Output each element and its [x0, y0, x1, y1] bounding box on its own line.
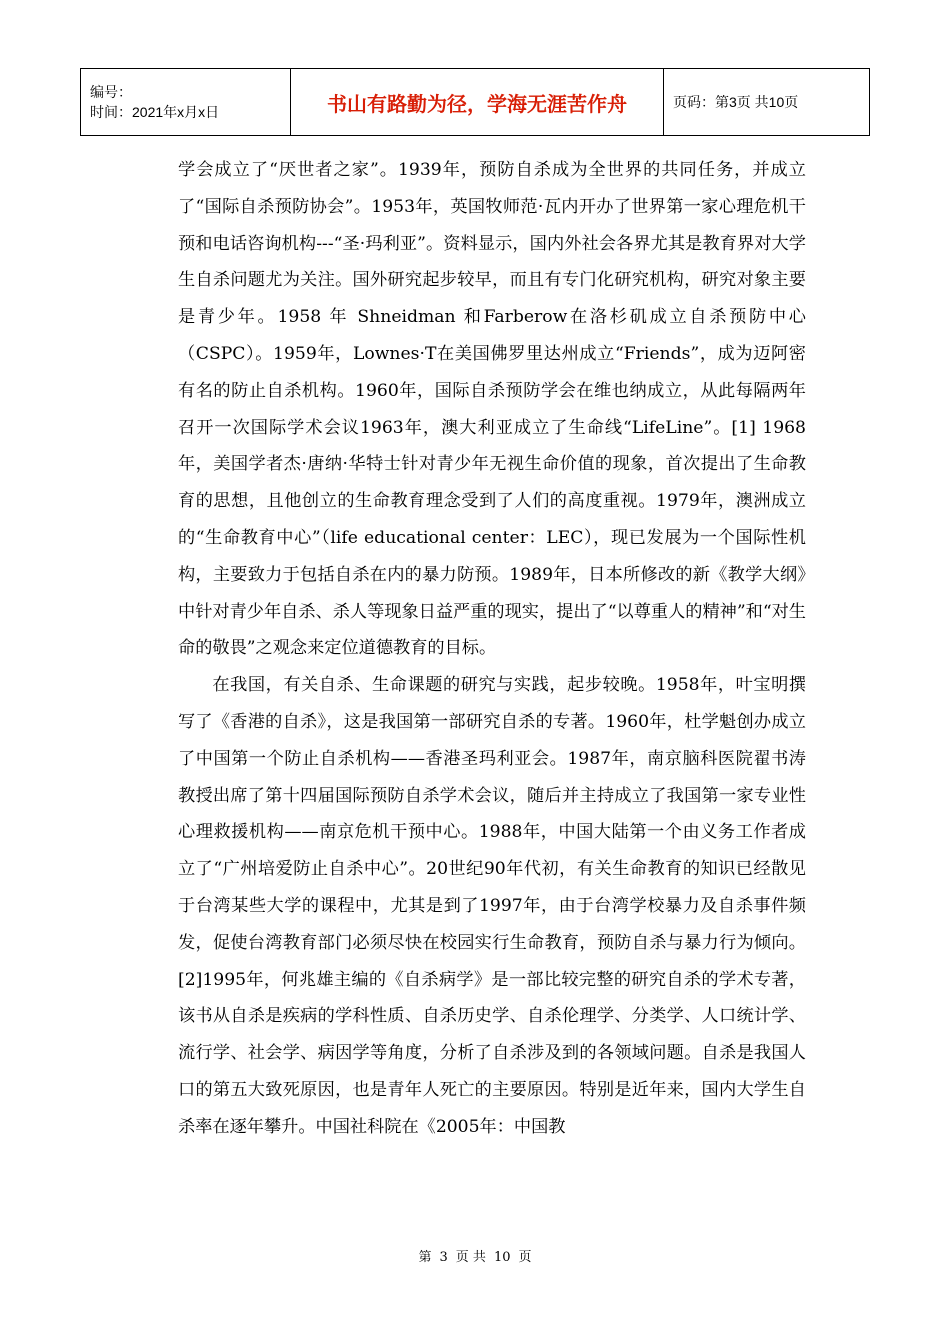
document-body	[178, 152, 806, 1146]
header-meta	[81, 69, 291, 136]
document-date: 时间：2021年x月x日	[90, 104, 220, 120]
document-number-label: 编号：	[90, 84, 132, 100]
footer-total-pages: 10	[493, 1250, 511, 1265]
header-page-info: 页码：第3页 共10页	[664, 69, 870, 136]
footer-suffix: 页	[518, 1250, 532, 1265]
footer-current-page: 3	[439, 1250, 448, 1265]
footer-middle: 页 共	[455, 1250, 486, 1265]
footer-prefix: 第	[418, 1250, 432, 1265]
page-footer	[0, 1246, 950, 1265]
body-paragraph-2: 在我国，有关自杀、生命课题的研究与实践，起步较晚。1958年，叶宝明撰写了《香港的自杀》，这是我国第一部研究自杀的专著。1960年，杜学魁创办成立了中国第一个防止自杀机构——香港圣玛利亚会。1987年，南京脑科医院翟书涛教授出席了第十四届国际预防自杀学术会议，随后并主持成立了我国第一家专业性心理救援机构——南京危机干预中心。1988年，中国大陆第一个由义务工作者成立了“广州培爱防止自杀中心”。20世纪90年代初，有关生命教育的知识已经散见于台湾某些大学的课程中，尤其是到了1997年，由于台湾学校暴力及自杀事件频发，促使台湾教育部门必须尽快在校园实行生命教育，预防自杀与暴力行为倾向。[2]1995年，何兆雄主编的《自杀病学》是一部比较完整的研究自杀的学术专著，该书从自杀是疾病的学科性质、自杀历史学、自杀伦理学、分类学、人口统计学、流行学、社会学、病因学等角度，分析了自杀涉及到的各领域问题。自杀是我国人口的第五大致死原因，也是青年人死亡的主要原因。特别是近年来，国内大学生自杀率在逐年攀升。中国社科院在《2005年：中国教	[178, 675, 806, 1137]
body-paragraph-1: 学会成立了“厌世者之家”。1939年，预防自杀成为全世界的共同任务，并成立了“国际自杀预防协会”。1953年，英国牧师范·瓦内开办了世界第一家心理危机干预和电话咨询机构---“圣·玛利亚”。资料显示，国内外社会各界尤其是教育界对大学生自杀问题尤为关注。国外研究起步较早，而且有专门化研究机构，研究对象主要是青少年。1958 年 Shneidman 和Farberow在洛杉矶成立自杀预防中心（CSPC）。1959年，Lownes·T在美国佛罗里达州成立“Friends”，成为迈阿密有名的防止自杀机构。1960年，国际自杀预防学会在维也纳成立，从此每隔两年召开一次国际学术会议1963年，澳大利亚成立了生命线“LifeLine”。[1] 1968年，美国学者杰·唐纳·华特士针对青少年无视生命价值的现象，首次提出了生命教育的思想，且他创立的生命教育理念受到了人们的高度重视。1979年，澳洲成立的“生命教育中心”（life educational center：LEC），现已发展为一个国际性机构，主要致力于包括自杀在内的暴力防预。1989年，日本所修改的新《教学大纲》中针对青少年自杀、杀人等现象日益严重的现实，提出了“以尊重人的精神”和“对生命的敬畏”之观念来定位道德教育的目标。	[178, 160, 806, 659]
document-header	[80, 68, 870, 136]
header-motto: 书山有路勤为径，学海无涯苦作舟	[291, 69, 664, 136]
